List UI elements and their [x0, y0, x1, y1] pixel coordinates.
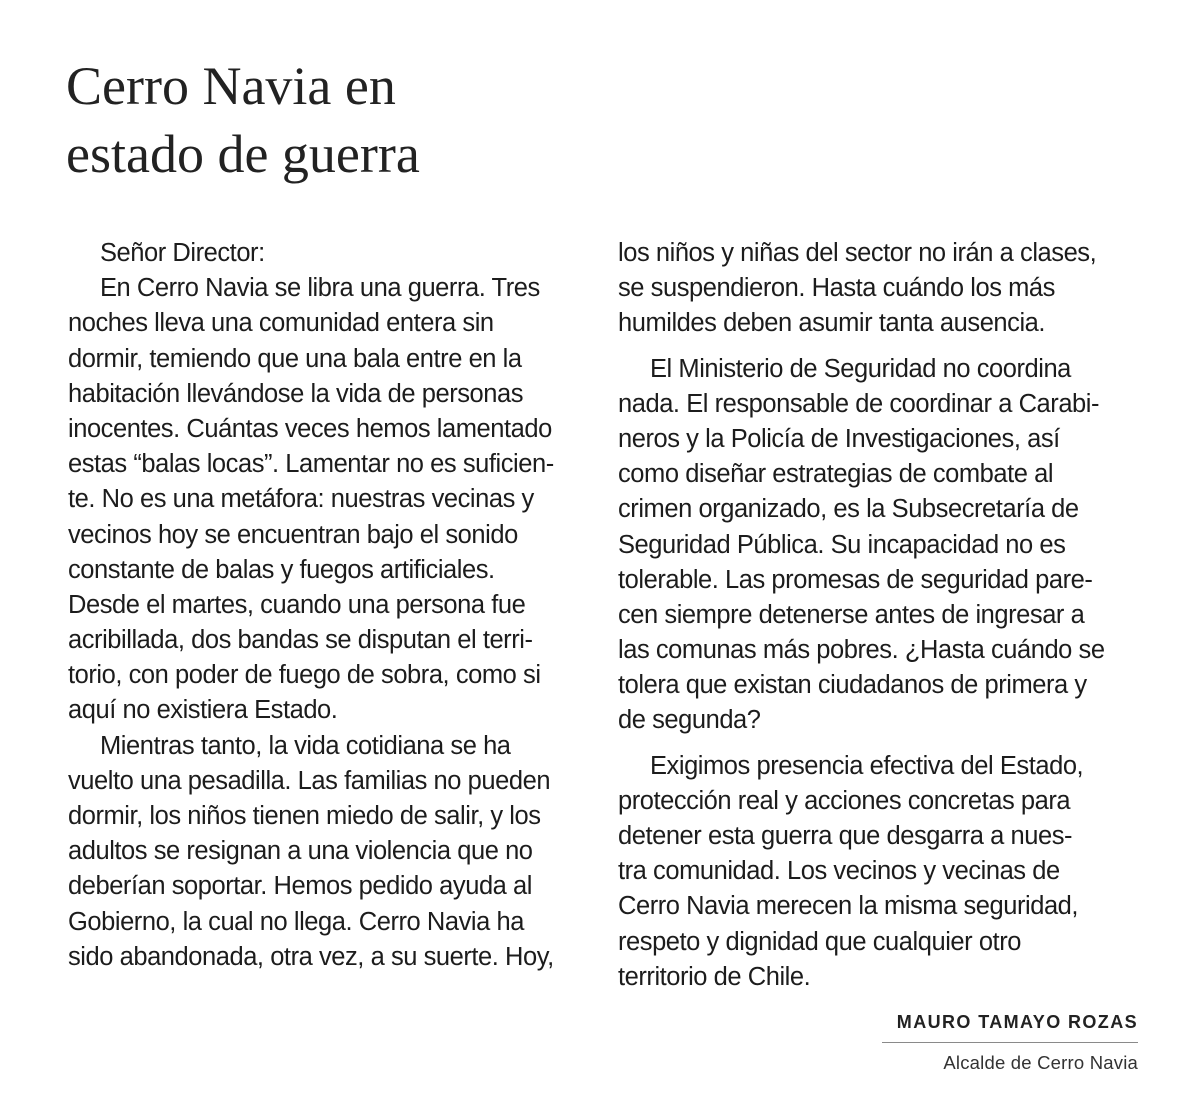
text-line: los niños y niñas del sector no irán a clases, [618, 239, 1097, 267]
title-line-1: Cerro Navia en [66, 56, 396, 116]
text-line: Desde el martes, cuando una persona fue [68, 590, 526, 619]
text-line: te. No es una metáfora: nuestras vecinas y [68, 485, 534, 514]
paragraph-gap [618, 342, 1158, 352]
text-line: En Cerro Navia se libra una guerra. Tres [100, 274, 540, 303]
signature-block [882, 1010, 1138, 1075]
text-line: estas “balas locas”. Lamentar no es suficien- [68, 450, 554, 479]
text-line: dormir, temiendo que una bala entre en la [68, 344, 522, 373]
text-line: Mientras tanto, la vida cotidiana se ha [100, 731, 511, 760]
text-line: nada. El responsable de coordinar a Carabi- [618, 389, 1100, 418]
text-line: Señor Director: [100, 239, 265, 267]
text-line: cen siempre detenerse antes de ingresar a [618, 600, 1085, 629]
text-line: acribillada, dos bandas se disputan el terri- [68, 626, 533, 655]
text-line: El Ministerio de Seguridad no coordina [650, 354, 1071, 383]
text-line: Cerro Navia merecen la misma seguridad, [618, 892, 1079, 921]
text-line: Exigimos presencia efectiva del Estado, [650, 751, 1084, 780]
text-line: tra comunidad. Los vecinos y vecinas de [618, 857, 1060, 886]
text-line: humildes deben asumir tanta ausencia. [618, 309, 1046, 338]
text-line: como diseñar estrategias de combate al [618, 460, 1054, 489]
text-line: tolera que existan ciudadanos de primera y [618, 671, 1087, 700]
text-line: vuelto una pesadilla. Las familias no pueden [68, 766, 551, 795]
text-line: aquí no existiera Estado. [68, 696, 338, 725]
text-line: territorio de Chile. [618, 962, 811, 991]
text-line: respeto y dignidad que cualquier otro [618, 927, 1021, 956]
text-line: adultos se resignan a una violencia que no [68, 837, 533, 866]
text-line: Gobierno, la cual no llega. Cerro Navia ha [68, 907, 524, 936]
text-line: sido abandonada, otra vez, a su suerte. Hoy, [68, 942, 554, 971]
text-line: se suspendieron. Hasta cuándo los más [618, 274, 1055, 303]
author-role: Alcalde de Cerro Navia [943, 1052, 1138, 1073]
text-line: neros y la Policía de Investigaciones, así [618, 424, 1060, 453]
text-line: constante de balas y fuegos artificiales. [68, 555, 495, 584]
text-line: inocentes. Cuántas veces hemos lamentado [68, 414, 552, 443]
text-line: detener esta guerra que desgarra a nues- [618, 822, 1073, 850]
author-name: MAURO TAMAYO ROZAS [896, 1012, 1138, 1032]
text-line: dormir, los niños tienen miedo de salir, y los [68, 802, 541, 830]
text-line: protección real y acciones concretas para [618, 786, 1071, 815]
article-title [66, 52, 626, 188]
text-line: de segunda? [618, 706, 761, 735]
article-column-left [68, 236, 598, 975]
title-line-2: estado de guerra [66, 124, 420, 184]
text-line: crimen organizado, es la Subsecretaría de [618, 495, 1079, 524]
paragraph-gap [618, 739, 1158, 749]
text-line: vecinos hoy se encuentran bajo el sonido [68, 520, 518, 549]
text-line: habitación llevándose la vida de personas [68, 379, 524, 408]
text-line: noches lleva una comunidad entera sin [68, 309, 494, 338]
article-column-right [618, 236, 1158, 995]
signature-divider [882, 1042, 1138, 1043]
text-line: torio, con poder de fuego de sobra, como si [68, 661, 541, 690]
text-line: Seguridad Pública. Su incapacidad no es [618, 530, 1066, 559]
text-line: tolerable. Las promesas de seguridad pare- [618, 565, 1093, 594]
text-line: deberían soportar. Hemos pedido ayuda al [68, 872, 532, 901]
text-line: las comunas más pobres. ¿Hasta cuándo se [618, 636, 1105, 665]
